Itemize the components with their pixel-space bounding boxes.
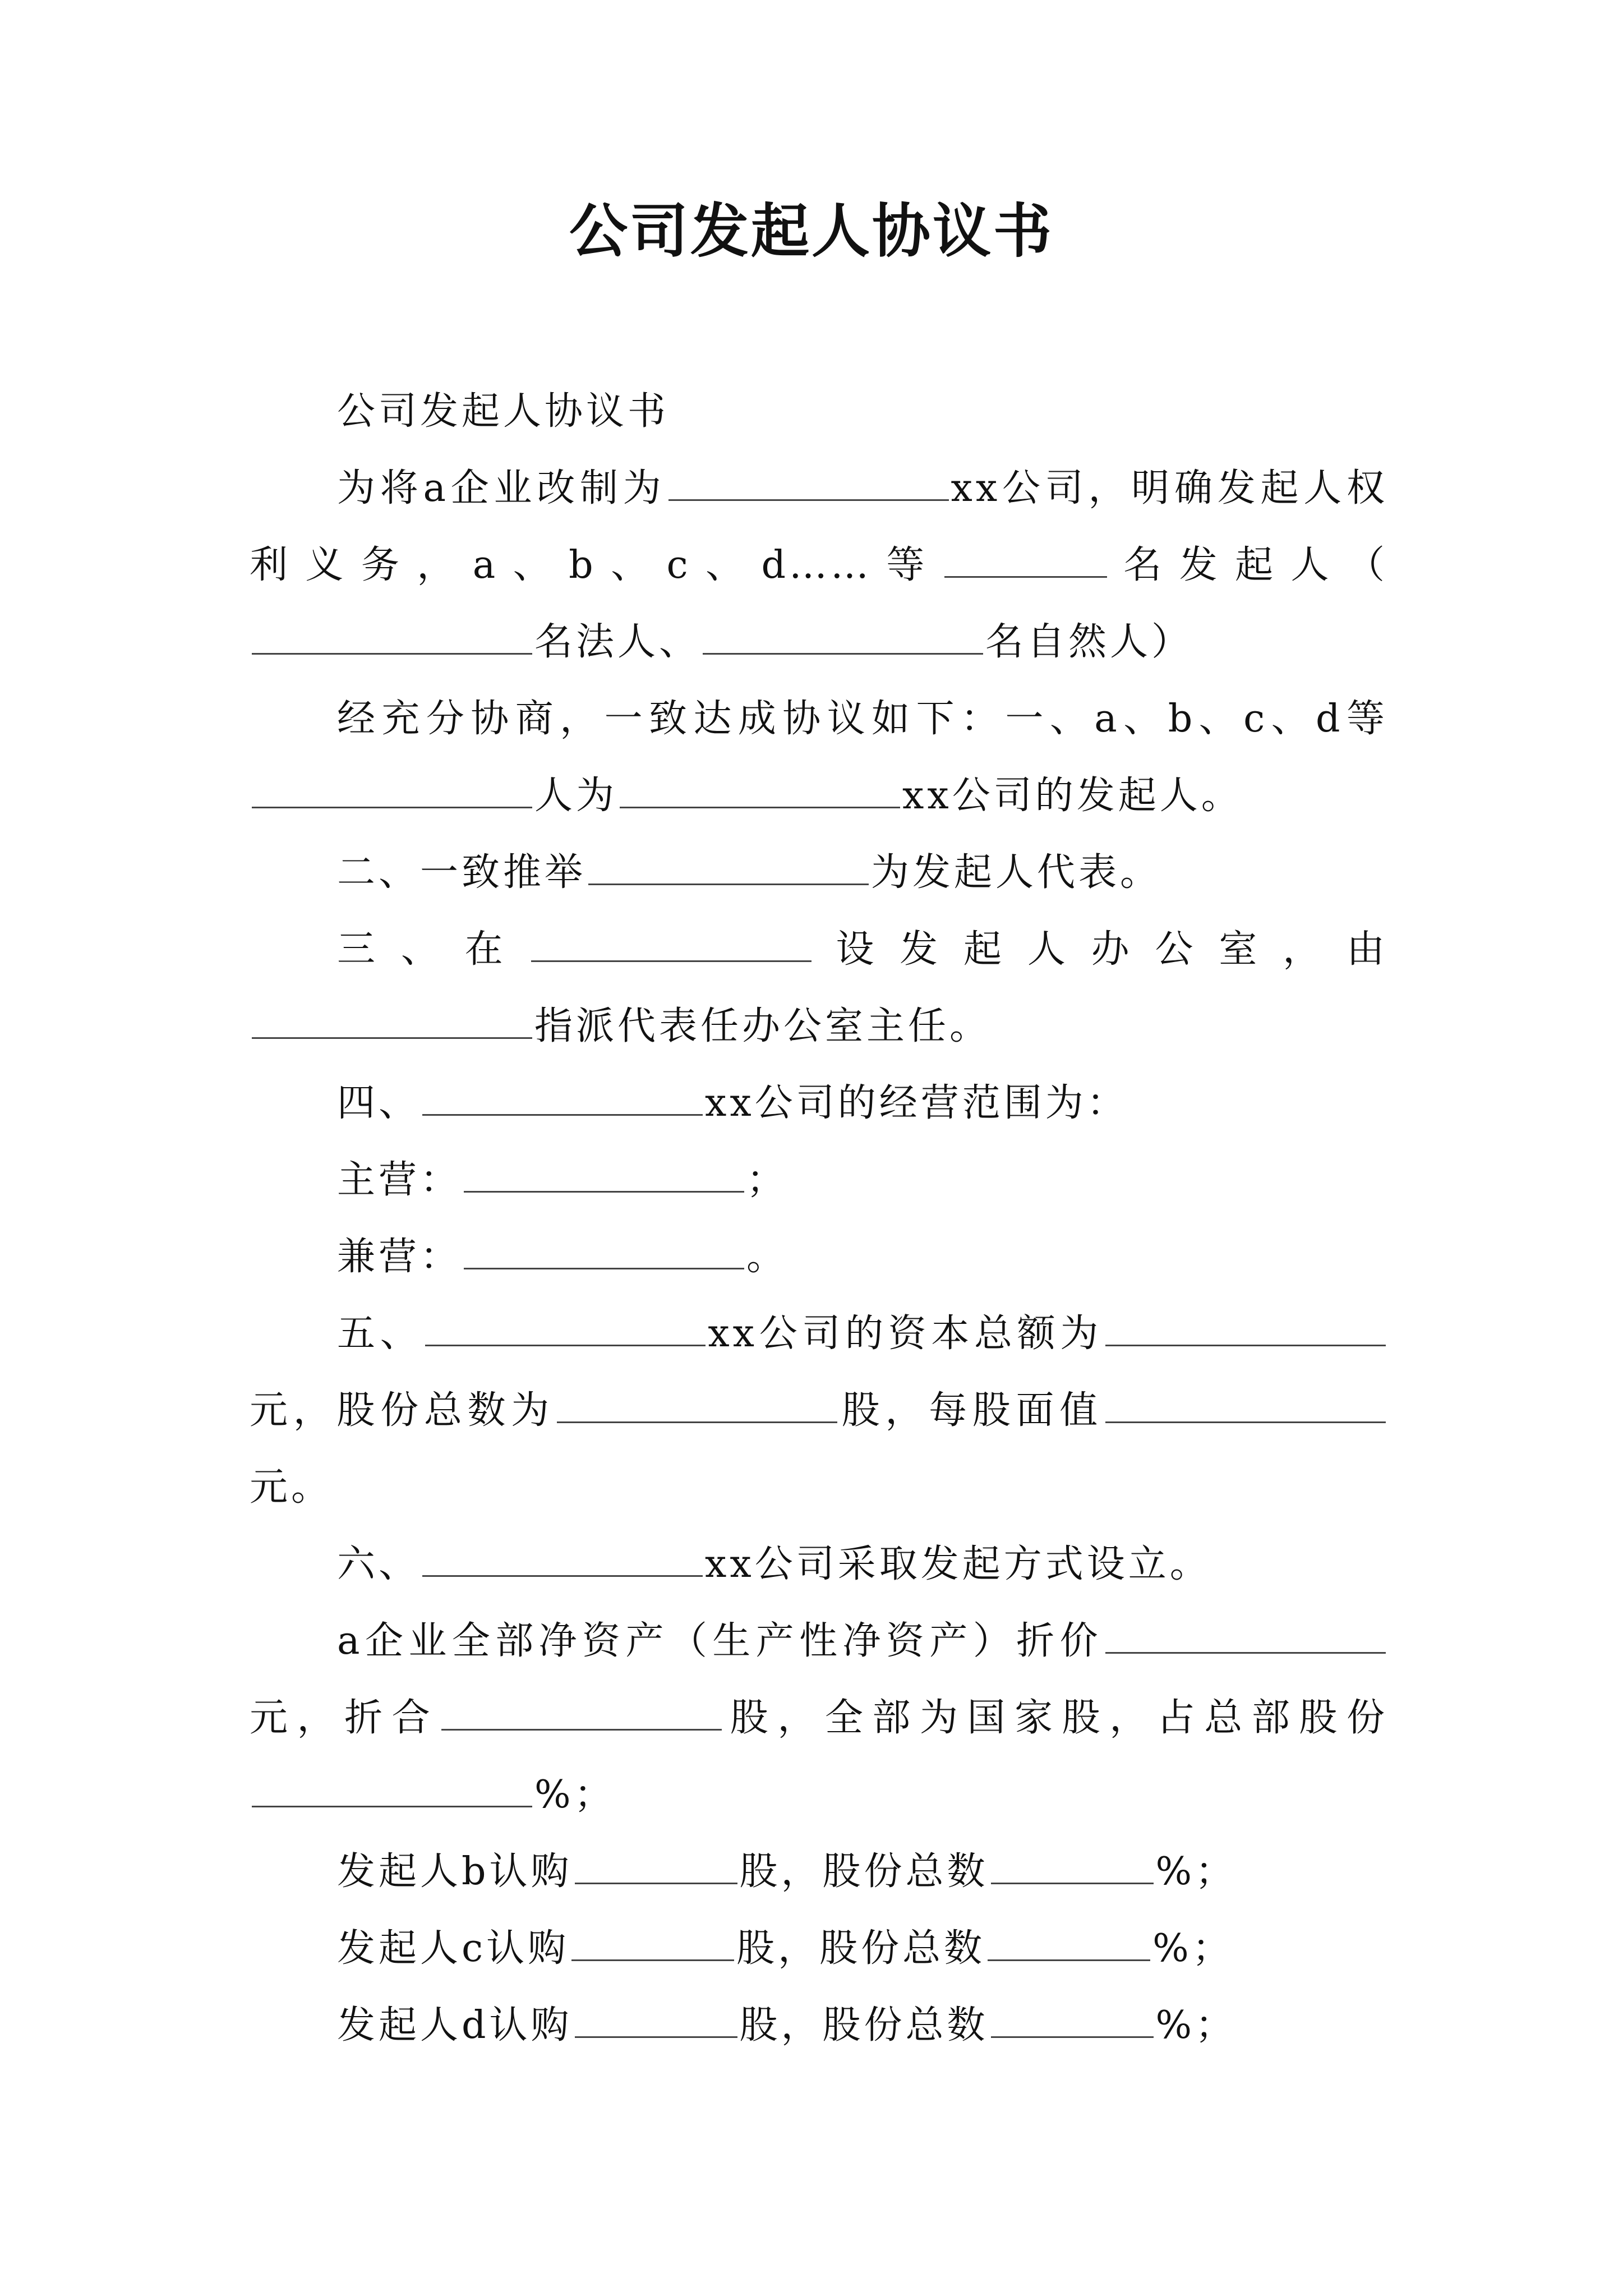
- paragraph-subscriber-b: [250, 1833, 1388, 1910]
- text: 兼营：: [337, 1235, 462, 1279]
- text: 元。: [250, 1465, 333, 1510]
- paragraph-clause-1: [250, 680, 1388, 834]
- paragraph-subscriber-c: [250, 1910, 1388, 1987]
- blank-field: [422, 1080, 703, 1116]
- text: xx公司的发起人。: [902, 774, 1243, 818]
- document-title: 公司发起人协议书: [569, 196, 1054, 265]
- paragraph-heading-text: 公司发起人协议书: [337, 389, 670, 434]
- blank-field: [441, 1695, 722, 1731]
- paragraph-clause-5: [250, 1295, 1388, 1526]
- blank-field: [1105, 1388, 1386, 1423]
- text: a企业全部净资产（生产性净资产）折价: [337, 1619, 1103, 1663]
- blank-field: [422, 1542, 703, 1577]
- text: xx公司采取发起方式设立。: [705, 1542, 1211, 1586]
- blank-field: [668, 466, 949, 501]
- text: xx公司的经营范围为：: [705, 1081, 1128, 1125]
- blank-field: [575, 2003, 737, 2038]
- text: 主营：: [337, 1158, 462, 1202]
- blank-field: [575, 1849, 737, 1884]
- text: 股，股份总数: [739, 1849, 989, 1894]
- text: 五、: [337, 1312, 423, 1356]
- text: 名自然人）: [985, 620, 1193, 664]
- blank-field: [703, 619, 983, 655]
- text: xx公司的资本总额为: [708, 1312, 1103, 1356]
- blank-field: [1105, 1311, 1386, 1346]
- text: 股，股份总数: [739, 2003, 989, 2047]
- blank-field: [557, 1388, 837, 1423]
- text: 三、在: [337, 927, 529, 972]
- document-body: [250, 373, 1388, 2064]
- text: %；: [1155, 2003, 1237, 2047]
- paragraph-heading: [250, 373, 1388, 450]
- text: ；: [746, 1158, 789, 1202]
- blank-field: [531, 927, 811, 962]
- text: 发起人d认购: [337, 2003, 573, 2047]
- paragraph-clause-6: [250, 1526, 1388, 1603]
- text: 股，全部为国家股，占总部股份: [724, 1696, 1388, 1740]
- text: 人为: [534, 774, 618, 818]
- text: 经充分协商，一致达成协议如下：一、a、b、c、d等: [337, 697, 1388, 741]
- text: 六、: [337, 1542, 421, 1586]
- text: 发起人c认购: [337, 1926, 570, 1971]
- paragraph-clause-3: [250, 911, 1388, 1065]
- blank-field: [252, 1004, 532, 1039]
- text: 四、: [337, 1081, 421, 1125]
- text: %；: [1155, 1849, 1237, 1894]
- blank-field: [944, 542, 1107, 578]
- blank-field: [464, 1234, 744, 1269]
- text: 名法人、: [534, 620, 701, 664]
- text: 为发起人代表。: [871, 850, 1162, 895]
- paragraph-main-business: [250, 1142, 1388, 1218]
- text: %；: [1152, 1926, 1234, 1971]
- blank-field: [571, 1926, 734, 1961]
- blank-field: [252, 619, 532, 655]
- text: 元，股份总数为: [250, 1388, 555, 1433]
- blank-field: [425, 1311, 706, 1346]
- text: 二、一致推举: [337, 850, 587, 895]
- blank-field: [252, 1772, 532, 1807]
- paragraph-side-business: [250, 1218, 1388, 1295]
- text: xx公司，明确发起人权利义务，a、b、c、d……等: [250, 466, 1388, 587]
- blank-field: [620, 773, 900, 808]
- text: 指派代表任办公室主任。: [534, 1004, 992, 1048]
- blank-field: [1105, 1618, 1386, 1654]
- text: 股，每股面值: [840, 1388, 1103, 1433]
- text: 名发起人（: [1109, 543, 1388, 587]
- blank-field: [252, 773, 532, 808]
- blank-field: [588, 850, 869, 885]
- blank-field: [988, 1926, 1150, 1961]
- text: 元，折合: [250, 1696, 440, 1740]
- paragraph-clause-2: [250, 834, 1388, 911]
- blank-field: [991, 2003, 1154, 2038]
- paragraph-intro: [250, 450, 1388, 680]
- blank-field: [464, 1157, 744, 1193]
- text: 股，股份总数: [736, 1926, 986, 1971]
- paragraph-net-assets: [250, 1603, 1388, 1833]
- paragraph-subscriber-d: [250, 1987, 1388, 2064]
- text: 为将a企业改制为: [337, 466, 666, 510]
- blank-field: [991, 1849, 1154, 1884]
- text: 设发起人办公室，由: [813, 927, 1388, 972]
- text: 。: [746, 1235, 789, 1279]
- text: 发起人b认购: [337, 1849, 573, 1894]
- paragraph-clause-4: [250, 1065, 1388, 1142]
- text: %；: [534, 1773, 616, 1817]
